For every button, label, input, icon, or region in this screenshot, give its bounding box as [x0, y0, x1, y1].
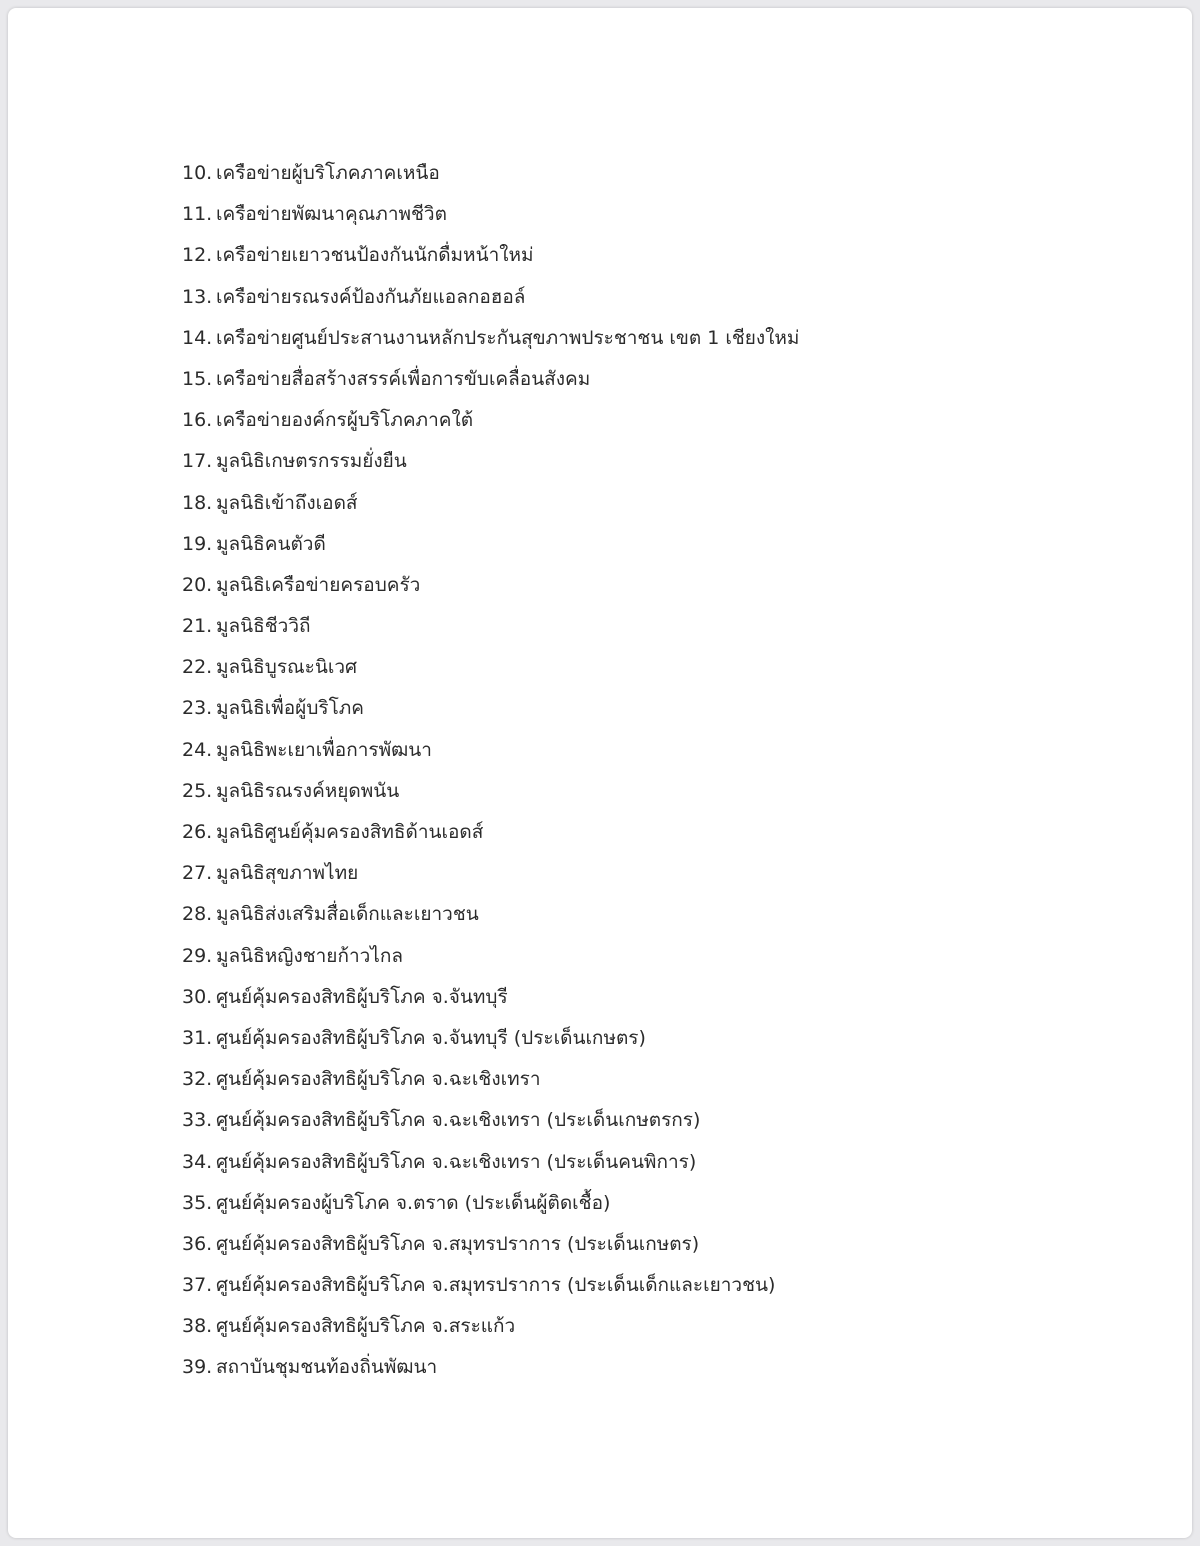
- item-text: มูลนิธิพะเยาเพื่อการพัฒนา: [216, 738, 432, 761]
- item-number: 39.: [182, 1356, 213, 1379]
- item-number: 18.: [182, 491, 213, 514]
- item-number: 30.: [182, 985, 213, 1008]
- list-item: [182, 647, 799, 688]
- item-number: 27.: [182, 862, 213, 885]
- item-number: 33.: [182, 1109, 213, 1132]
- list-item: [182, 400, 799, 441]
- organization-list: [182, 153, 799, 1389]
- item-text: เครือข่ายเยาวชนป้องกันนักดื่มหน้าใหม่: [216, 244, 534, 267]
- item-number: 26.: [182, 821, 213, 843]
- list-item: [182, 359, 799, 400]
- item-text: สถาบันชุมชนท้องถิ่นพัฒนา: [216, 1356, 438, 1379]
- item-number: 12.: [182, 244, 213, 267]
- list-item: [182, 235, 799, 276]
- item-text: มูลนิธิเกษตรกรรมยั่งยืน: [216, 450, 407, 473]
- item-text: มูลนิธิหญิงชายก้าวไกล: [216, 944, 403, 967]
- item-text: มูลนิธิเครือข่ายครอบครัว: [216, 573, 421, 596]
- list-item: [182, 194, 799, 235]
- item-text: ศูนย์คุ้มครองผู้บริโภค จ.ตราด (ประเด็นผู้ติดเชื้อ): [216, 1191, 611, 1214]
- list-item: [182, 1183, 799, 1224]
- item-number: 32.: [182, 1068, 213, 1091]
- item-number: 20.: [182, 573, 213, 596]
- list-item: [182, 1347, 799, 1388]
- list-item: [182, 1265, 799, 1306]
- item-number: 19.: [182, 532, 213, 555]
- list-item: [182, 441, 799, 482]
- item-text: เครือข่ายองค์กรผู้บริโภคภาคใต้: [216, 409, 474, 432]
- item-text: ศูนย์คุ้มครองสิทธิผู้บริโภค จ.จันทบุรี: [216, 985, 508, 1008]
- item-number: 23.: [182, 697, 213, 720]
- item-text: เครือข่ายพัฒนาคุณภาพชีวิต: [216, 203, 447, 226]
- item-number: 38.: [182, 1315, 213, 1338]
- item-text: มูลนิธิเข้าถึงเอดส์: [216, 491, 358, 514]
- list-item: [182, 894, 799, 935]
- list-item: [182, 1306, 799, 1347]
- list-item: [182, 1142, 799, 1183]
- item-text: ศูนย์คุ้มครองสิทธิผู้บริโภค จ.ฉะเชิงเทรา: [216, 1068, 541, 1091]
- list-item: [182, 153, 799, 194]
- list-item: [182, 1224, 799, 1265]
- item-text: เครือข่ายรณรงค์ป้องกันภัยแอลกอฮอล์: [216, 285, 526, 308]
- list-item: [182, 730, 799, 771]
- list-item: [182, 977, 799, 1018]
- item-number: 13.: [182, 285, 213, 308]
- item-number: 16.: [182, 409, 213, 432]
- item-text: ศูนย์คุ้มครองสิทธิผู้บริโภค จ.สมุทรปราการ (ประเด็นเกษตร): [216, 1232, 700, 1255]
- item-number: 25.: [182, 779, 213, 802]
- item-number: 21.: [182, 615, 213, 638]
- item-text: มูลนิธิชีววิถี: [216, 615, 311, 638]
- list-item: [182, 277, 799, 318]
- item-number: 17.: [182, 450, 213, 473]
- list-item: [182, 936, 799, 977]
- item-number: 37.: [182, 1274, 213, 1297]
- list-item: [182, 771, 799, 812]
- item-number: 35.: [182, 1191, 213, 1214]
- item-number: 24.: [182, 738, 213, 761]
- item-text: มูลนิธิศูนย์คุ้มครองสิทธิด้านเอดส์: [216, 821, 484, 843]
- item-text: เครือข่ายผู้บริโภคภาคเหนือ: [216, 162, 440, 184]
- item-number: 11.: [182, 203, 213, 226]
- item-text: มูลนิธิรณรงค์หยุดพนัน: [216, 779, 400, 802]
- item-text: มูลนิธิบูรณะนิเวศ: [216, 656, 358, 679]
- item-number: 22.: [182, 656, 213, 679]
- item-number: 15.: [182, 367, 213, 390]
- item-text: มูลนิธิสุขภาพไทย: [216, 862, 359, 885]
- item-number: 29.: [182, 944, 213, 967]
- item-text: เครือข่ายสื่อสร้างสรรค์เพื่อการขับเคลื่อนสังคม: [216, 367, 591, 390]
- item-number: 34.: [182, 1150, 213, 1173]
- item-number: 28.: [182, 903, 213, 926]
- item-text: มูลนิธิคนตัวดี: [216, 532, 326, 555]
- item-text: เครือข่ายศูนย์ประสานงานหลักประกันสุขภาพประชาชน เขต 1 เชียงใหม่: [216, 326, 800, 349]
- list-item: [182, 1018, 799, 1059]
- list-item: [182, 606, 799, 647]
- list-item: [182, 853, 799, 894]
- list-item: [182, 812, 799, 853]
- item-number: 14.: [182, 326, 213, 349]
- item-text: ศูนย์คุ้มครองสิทธิผู้บริโภค จ.ฉะเชิงเทรา (ประเด็นเกษตรกร): [216, 1109, 701, 1132]
- list-item: [182, 1100, 799, 1141]
- item-text: ศูนย์คุ้มครองสิทธิผู้บริโภค จ.ฉะเชิงเทรา (ประเด็นคนพิการ): [216, 1150, 697, 1173]
- list-item: [182, 1059, 799, 1100]
- list-item: [182, 688, 799, 729]
- item-text: ศูนย์คุ้มครองสิทธิผู้บริโภค จ.สระแก้ว: [216, 1315, 516, 1338]
- item-text: ศูนย์คุ้มครองสิทธิผู้บริโภค จ.สมุทรปราการ (ประเด็นเด็กและเยาวชน): [216, 1274, 776, 1297]
- item-number: 10.: [182, 162, 213, 184]
- list-item: [182, 565, 799, 606]
- item-number: 36.: [182, 1232, 213, 1255]
- item-text: มูลนิธิเพื่อผู้บริโภค: [216, 697, 365, 720]
- list-item: [182, 318, 799, 359]
- item-text: มูลนิธิส่งเสริมสื่อเด็กและเยาวชน: [216, 903, 479, 926]
- item-number: 31.: [182, 1026, 213, 1049]
- list-item: [182, 483, 799, 524]
- item-text: ศูนย์คุ้มครองสิทธิผู้บริโภค จ.จันทบุรี (ประเด็นเกษตร): [216, 1026, 646, 1049]
- list-item: [182, 524, 799, 565]
- document-page: [8, 8, 1192, 1538]
